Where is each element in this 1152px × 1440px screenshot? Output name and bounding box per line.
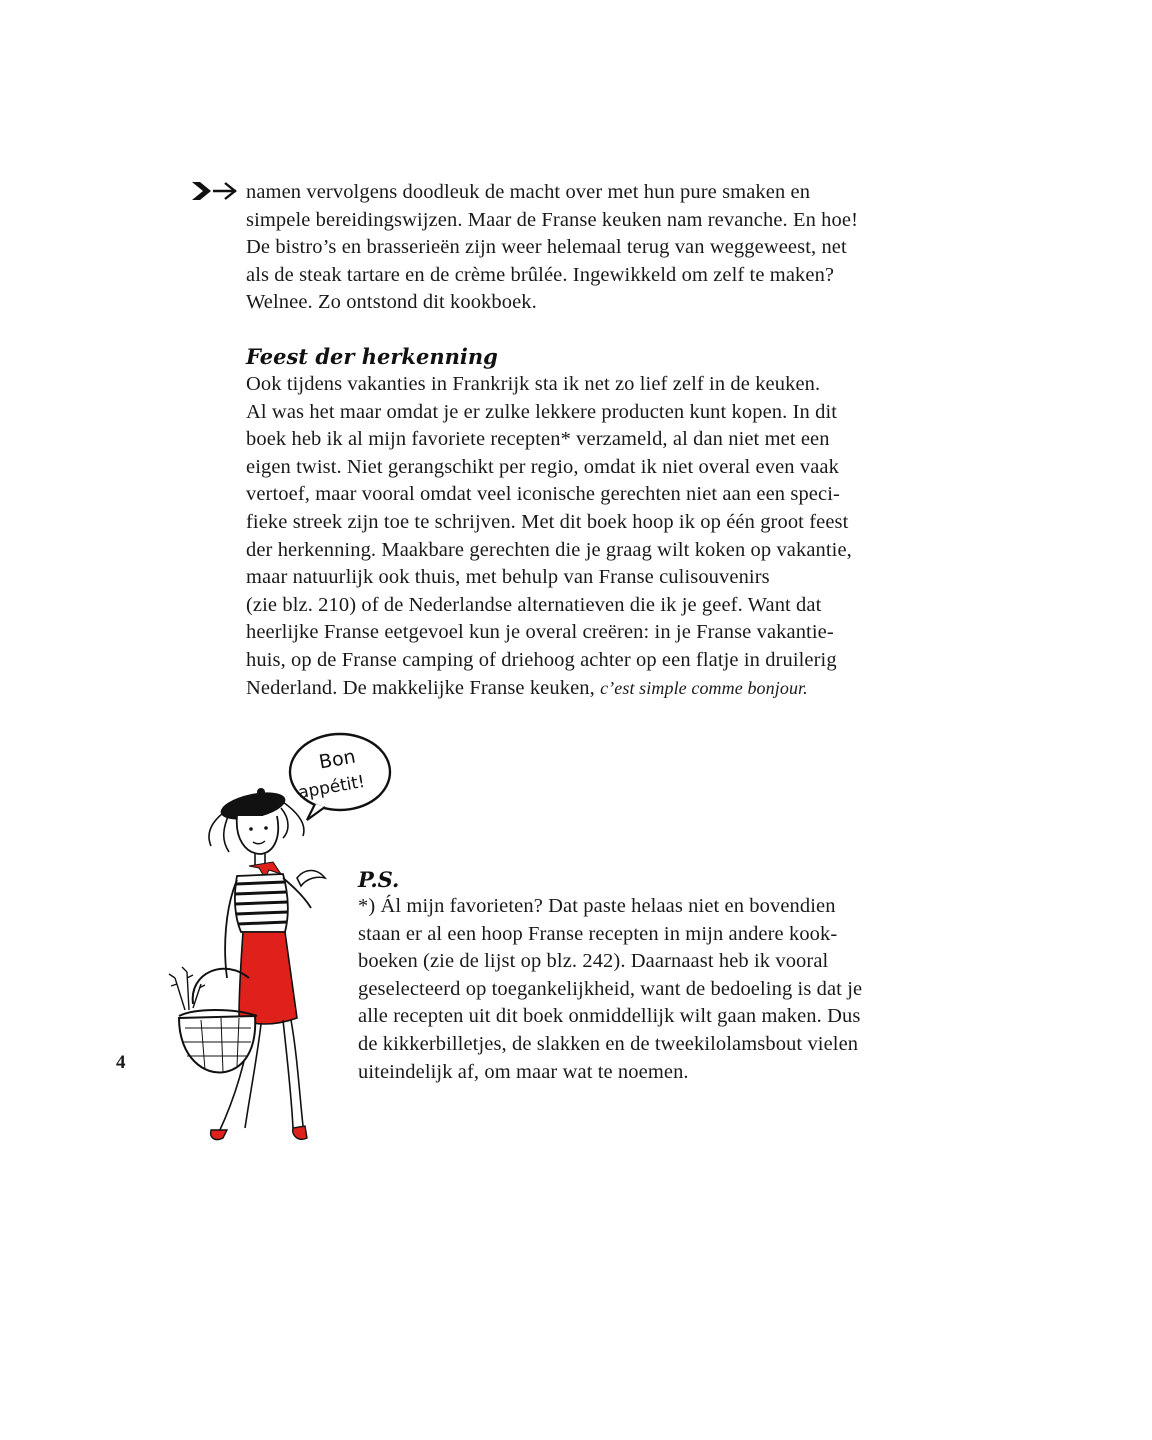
last-line-text: Nederland. De makkelijke Franse keuken, (246, 676, 595, 699)
text-line: Al was het maar omdat je er zulke lekkere producten kunt kopen. In dit (246, 400, 838, 423)
text-line: simpele bereidingswijzen. Maar de Franse keuken nam revanche. En hoe! (246, 208, 858, 231)
text-line: boek heb ik al mijn favoriete recepten* verzameld, al dan niet met een (246, 428, 830, 451)
speech-text-line1: Bon (317, 745, 358, 774)
speech-bubble (290, 734, 390, 820)
section-heading: Feest der herkenning (246, 344, 498, 369)
text-line: der herkenning. Maakbare gerechten die je graag wilt koken op vakantie, (246, 538, 852, 561)
text-line: maar natuurlijk ook thuis, met behulp van Franse culisouvenirs (246, 566, 770, 589)
text-line: De bistro’s en brasserieën zijn weer helemaal terug van weggeweest, net (246, 236, 847, 259)
intro-paragraph (246, 179, 946, 317)
striped-shirt (235, 874, 288, 932)
section-paragraph (246, 371, 946, 702)
text-line: (zie blz. 210) of de Nederlandse alternatieven die ik je geef. Want dat (246, 593, 822, 616)
text-line: de kikkerbilletjes, de slakken en de tweekilolamsbout vielen (358, 1032, 859, 1055)
text-line: heerlijke Franse eetgevoel kun je overal creëren: in je Franse vakantie- (246, 621, 834, 644)
page-number: 4 (116, 1052, 126, 1073)
text-line: geselecteerd op toegankelijkheid, want de bedoeling is dat je (358, 977, 863, 1000)
text-line: Ook tijdens vakanties in Frankrijk sta ik net zo lief zelf in de keuken. (246, 373, 821, 395)
text-line: vertoef, maar vooral omdat veel iconische gerechten niet aan een speci- (246, 483, 840, 506)
text-line: als de steak tartare en de crème brûlée. Ingewikkeld om zelf te maken? (246, 263, 835, 286)
text-line: *) Ál mijn favorieten? Dat paste helaas niet en bovendien (358, 895, 836, 917)
continuation-arrow-icon (192, 180, 238, 202)
speech-text-line2: appétit! (296, 771, 367, 804)
closing-phrase: c’est simple comme bonjour. (600, 677, 808, 698)
text-line: eigen twist. Niet gerangschikt per regio, omdat ik niet overal even vaak (246, 455, 839, 478)
text-line: fieke streek zijn toe te schrijven. Met dit boek hoop ik op één groot feest (246, 510, 849, 533)
text-line: uiteindelijk af, om maar wat te noemen. (358, 1060, 689, 1083)
text-line-last (246, 675, 946, 703)
ps-paragraph (358, 893, 1058, 1086)
text-line: alle recepten uit dit boek onmiddellijk wilt gaan maken. Dus (358, 1005, 861, 1028)
ps-heading: P.S. (358, 867, 400, 892)
text-line: boeken (zie de lijst op blz. 242). Daarnaast heb ik vooral (358, 950, 829, 973)
text-line: staan er al een hoop Franse recepten in mijn andere kook- (358, 922, 838, 945)
text-line: Welnee. Zo ontstond dit kookboek. (246, 291, 537, 314)
text-line: huis, op de Franse camping of driehoog achter op een flatje in druilerig (246, 648, 837, 671)
text-line: namen vervolgens doodleuk de macht over met hun pure smaken en (246, 181, 811, 203)
